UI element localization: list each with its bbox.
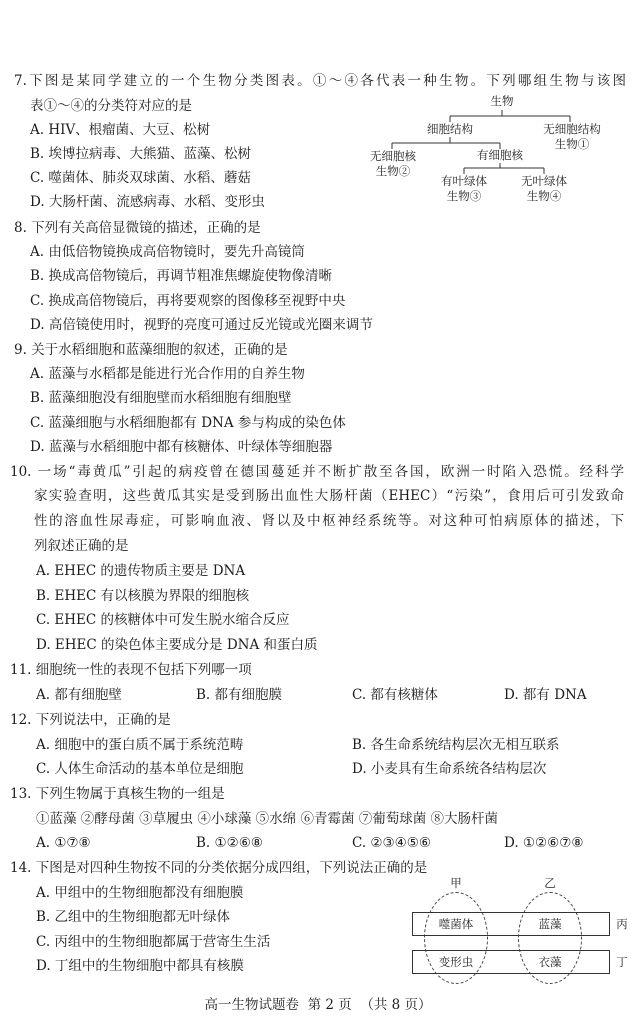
q7-option-d: D. 大肠杆菌、流感病毒、水稻、变形虫 [30,194,265,210]
q12-option-c: C. 人体生命活动的基本单位是细胞 [36,761,244,777]
q9-option-a: A. 蓝藻与水稻都是能进行光合作用的自养生物 [30,366,305,382]
q14-stem: 14. 下图是对四种生物按不同的分类依据分成四组，下列说法正确的是 [10,860,428,876]
q10-stem-line4: 列叙述正确的是 [34,538,129,554]
q8-option-c: C. 换成高倍物镜后，再将要观察的图像移至视野中央 [30,293,346,309]
cell-chlamydomonas: 衣藻 [538,955,562,969]
q7-stem-line2: 表①～④的分类符对应的是 [30,98,192,114]
q14-option-d: D. 丁组中的生物细胞中都具有核膜 [36,958,244,974]
q10-option-a: A. EHEC 的遗传物质主要是 DNA [36,563,246,579]
q7-option-a: A. HIV、根瘤菌、大豆、松树 [30,122,211,138]
q8-option-d: D. 高倍镜使用时，视野的亮度可通过反光镜或光圈来调节 [30,317,373,333]
q13-items: ①蓝藻 ②酵母菌 ③草履虫 ④小球藻 ⑤水绵 ⑥青霉菌 ⑦葡萄球菌 ⑧大肠杆菌 [36,811,499,827]
q8-option-a: A. 由低倍物镜换成高倍物镜时，要先升高镜筒 [30,244,305,260]
q11-stem: 11. 细胞统一性的表现不包括下列哪一项 [10,662,252,678]
q13-option-d: D. ①②⑥⑦⑧ [504,835,584,851]
node-chloroplast: 有叶绿体 生物③ [441,174,487,203]
group-ding-label: 丁 [616,955,628,969]
q10-stem-line2: 家实验查明，这些黄瓜其实是受到肠出血性大肠杆菌（EHEC）“污染”，食用后可引发致命 [34,488,624,504]
page-footer: 高一生物试题卷 第 2 页 （共 8 页） [204,997,432,1013]
group-jia-label: 甲 [450,876,462,890]
q9-option-b: B. 蓝藻细胞没有细胞壁而水稻细胞有细胞壁 [30,390,292,406]
q7-option-b: B. 埃博拉病毒、大熊猫、蓝藻、松树 [30,146,252,162]
q9-option-c: C. 蓝藻细胞与水稻细胞都有 DNA 参与构成的染色体 [30,415,346,431]
grouping-diagram [406,876,632,984]
group-yi-label: 乙 [544,876,556,890]
q13-stem: 13. 下列生物属于真核生物的一组是 [10,786,225,802]
q9-option-d: D. 蓝藻与水稻细胞中都有核糖体、叶绿体等细胞器 [30,439,333,455]
q12-option-d: D. 小麦具有生命系统各结构层次 [352,761,547,777]
node-prokaryote: 无细胞核 生物② [370,149,416,178]
q13-option-c: C. ②③④⑤⑥ [352,835,431,851]
q14-option-c: C. 丙组中的生物细胞都属于营寄生生活 [36,934,271,950]
q12-option-a: A. 细胞中的蛋白质不属于系统范畴 [36,737,244,753]
cell-amoeba: 变形虫 [438,955,474,969]
q8-stem: 8. 下列有关高倍显微镜的描述，正确的是 [14,220,261,236]
q13-option-a: A. ①⑦⑧ [36,835,91,851]
q11-option-b: B. 都有细胞膜 [196,687,283,703]
q11-option-d: D. 都有 DNA [504,687,587,703]
q7-stem-line1: 7.下图是某同学建立的一个生物分类图表。①～④各代表一种生物。下列哪组生物与该图 [14,73,626,89]
q10-option-c: C. EHEC 的核糖体中可发生脱水缩合反应 [36,612,290,628]
node-eukaryote: 有细胞核 [477,148,523,162]
q14-option-b: B. 乙组中的生物细胞都无叶绿体 [36,909,231,925]
node-acellular: 无细胞结构 生物① [543,122,601,151]
q8-option-b: B. 换成高倍物镜后，再调节粗准焦螺旋使物像清晰 [30,268,333,284]
q10-option-b: B. EHEC 有以核膜为界限的细胞核 [36,588,250,604]
q12-stem: 12. 下列说法中，正确的是 [10,712,171,728]
q10-stem-line3: 性的溶血性尿毒症，可影响血液、肾以及中枢神经系统等。对这种可怕病原体的描述，下 [34,513,624,529]
cell-phage: 噬菌体 [438,917,474,931]
q9-stem: 9. 关于水稻细胞和蓝藻细胞的叙述，正确的是 [14,342,288,358]
node-cellular: 细胞结构 [427,122,473,136]
q11-option-a: A. 都有细胞壁 [36,687,122,703]
q10-option-d: D. EHEC 的染色体主要成分是 DNA 和蛋白质 [36,637,318,653]
group-bing-label: 丙 [616,917,628,931]
node-organism: 生物 [490,94,514,108]
classification-diagram [360,92,630,207]
q12-option-b: B. 各生命系统结构层次无相互联系 [352,737,560,753]
q11-option-c: C. 都有核糖体 [352,687,438,703]
q13-option-b: B. ①②⑥⑧ [196,835,263,851]
q10-stem-line1: 10. 一场“毒黄瓜”引起的病疫曾在德国蔓延并不断扩散至各国，欧洲一时陷入恐慌。经科学 [10,464,624,480]
q7-option-c: C. 噬菌体、肺炎双球菌、水稻、蘑菇 [30,170,251,186]
q14-option-a: A. 甲组中的生物细胞都没有细胞膜 [36,885,244,901]
node-no-chloroplast: 无叶绿体 生物④ [521,174,567,203]
cell-cyanobacteria: 蓝藻 [538,917,562,931]
